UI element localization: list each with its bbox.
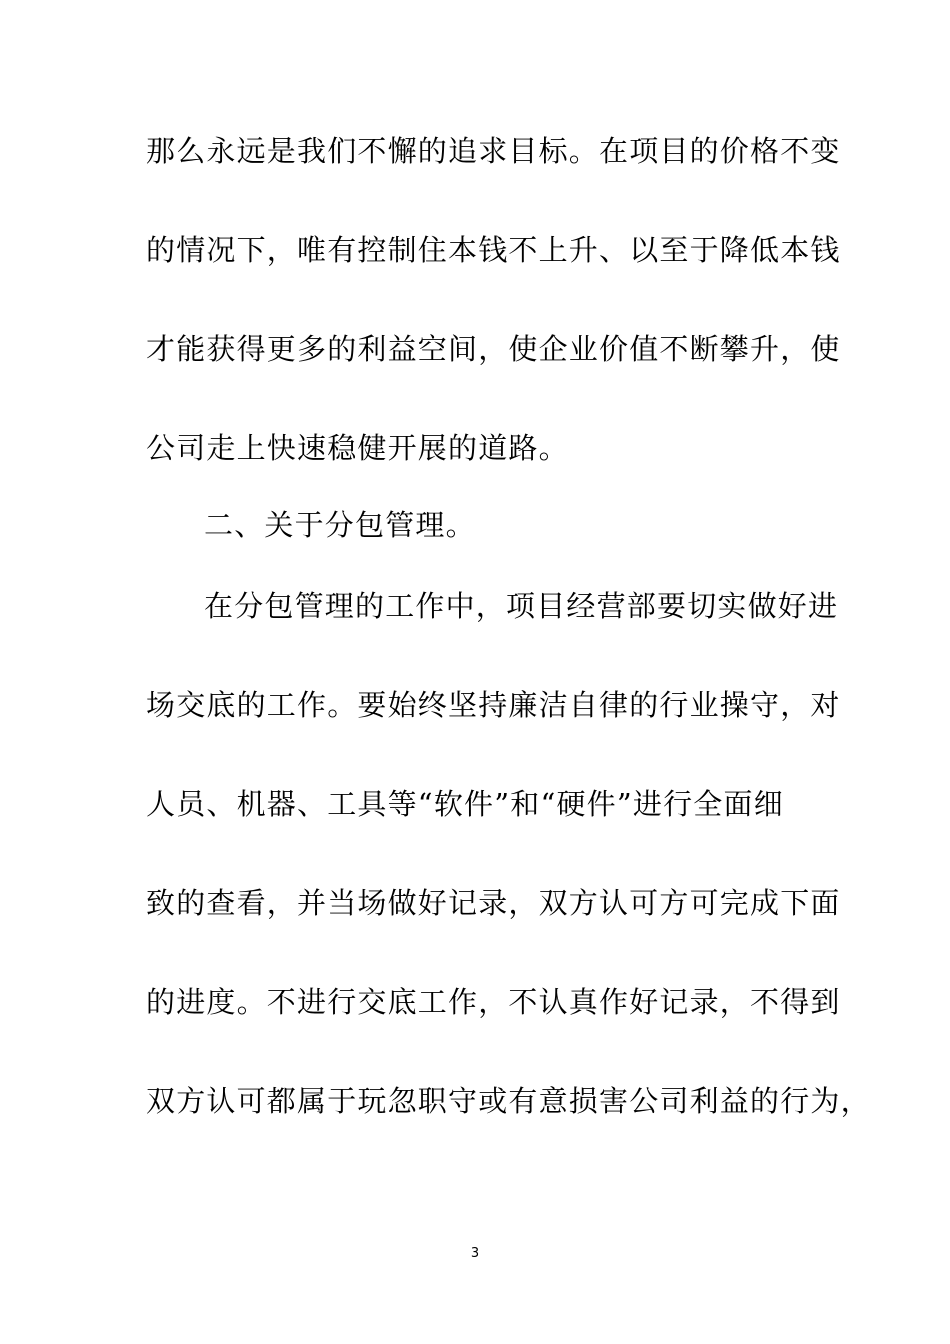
body-text-line: 的进度。不进行交底工作，不认真作好记录，不得到	[146, 985, 841, 1019]
body-text-line: 才能获得更多的利益空间，使企业价值不断攀升，使	[146, 332, 841, 366]
page-number: 3	[470, 1246, 480, 1261]
body-text-line: 双方认可都属于玩忽职守或有意损害公司利益的行为，	[146, 1084, 871, 1118]
body-text-line: 在分包管理的工作中，项目经营部要切实做好进	[204, 589, 839, 623]
body-text-line: 公司走上快速稳健开展的道路。	[146, 431, 569, 465]
body-text-line: 场交底的工作。要始终坚持廉洁自律的行业操守，对	[146, 688, 841, 722]
body-text-line: 致的查看，并当场做好记录，双方认可方可完成下面	[146, 886, 841, 920]
body-text-line: 的情况下，唯有控制住本钱不上升、以至于降低本钱	[146, 233, 841, 267]
body-text-line: 那么永远是我们不懈的追求目标。在项目的价格不变	[146, 134, 841, 168]
body-text-line: 人员、机器、工具等“软件”和“硬件”进行全面细	[146, 787, 784, 821]
section-heading: 二、关于分包管理。	[204, 508, 476, 542]
